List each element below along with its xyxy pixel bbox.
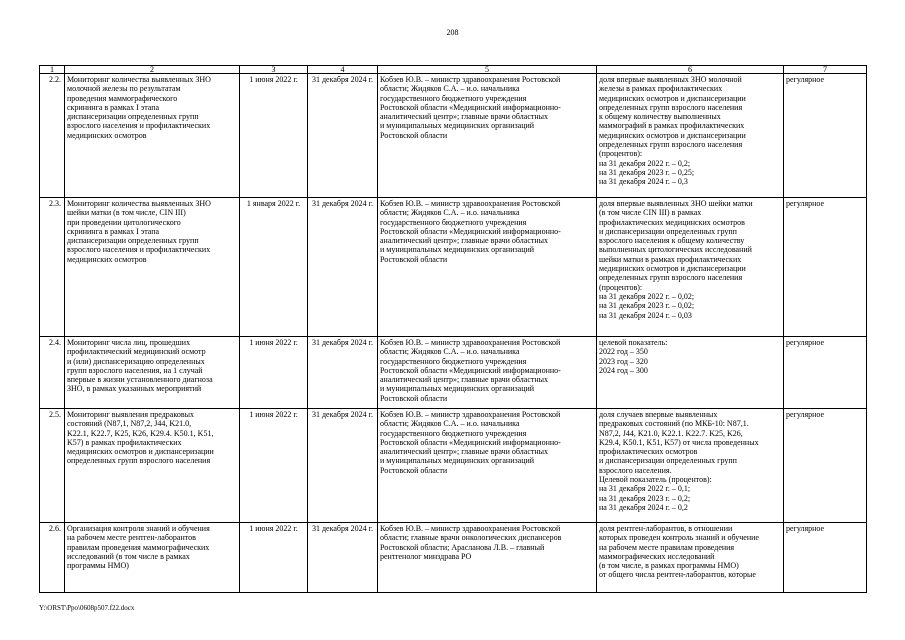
indicator-cell-line: на 31 декабря 2022 г. – 0,02;: [599, 291, 695, 301]
periodicity-cell: регулярное: [784, 409, 867, 523]
indicator-cell-line: на 31 декабря 2023 г. – 0,25;: [599, 167, 695, 177]
responsible-cell-line: государственного бюджетного учреждения: [380, 93, 527, 103]
file-path-footer: Y:\ORST\Ppo\0608p507.f22.docx: [39, 604, 135, 612]
table-row: [40, 198, 867, 337]
indicator-cell-line: определенных групп взрослого населения: [599, 273, 743, 283]
event-cell-line: медицинских осмотров и диспансеризации: [67, 447, 214, 457]
responsible-cell-line: Кобзев Ю.В. – министр здравоохранения Ростовской: [380, 410, 561, 419]
indicator-cell-line: на 31 декабря 2022 г. – 0,1;: [599, 484, 691, 494]
event-cell-line: проведения маммографического: [67, 93, 178, 103]
indicator-cell-line: на 31 декабря 2023 г. – 0,2;: [599, 493, 691, 503]
event-cell-line: впервые в жизни установленного диагноза: [67, 375, 213, 385]
indicator-cell-line: на 31 декабря 2023 г. – 0,02;: [599, 301, 695, 311]
event-cell-line: групп взрослого населения, на 1 случай: [67, 365, 203, 375]
periodicity-cell: регулярное: [784, 523, 867, 593]
indicator-cell-line: и диспансеризации определенных групп: [599, 456, 737, 466]
item-number-cell: 2.2.: [40, 74, 65, 198]
indicator-cell-line: определенных групп взрослого населения: [599, 102, 743, 112]
event-cell-line: Мониторинг выявления предраковых: [67, 410, 194, 419]
indicator-cell-line: (в том числе CIN III) в рамках: [599, 208, 702, 218]
event-cell-line: диспансеризации определенных групп: [67, 236, 199, 246]
responsible-cell-line: Ростовской области: [380, 130, 448, 140]
item-number-cell: 2.3.: [40, 198, 65, 337]
responsible-cell-line: Ростовской области: [380, 393, 448, 403]
indicator-cell-line: шейки матки в рамках профилактических: [599, 254, 742, 264]
event-cell-line: скрининга в рамках I этапа: [67, 102, 160, 112]
event-cell-line: Мониторинг количества выявленных ЗНО: [67, 75, 211, 84]
indicator-cell-line: от общего числа рентген-лаборантов, которые: [599, 570, 756, 580]
event-cell-line: Организация контроля знаний и обучения: [67, 524, 210, 533]
column-header: 1: [40, 66, 65, 74]
event-cell: [65, 74, 240, 198]
responsible-cell-line: Кобзев Ю.В. – министр здравоохранения Ростовской: [380, 75, 561, 84]
table-body: [40, 66, 867, 593]
indicator-cell-line: доля рентген-лаборантов, в отношении: [599, 524, 733, 533]
indicator-cell: [597, 409, 784, 523]
start-date-cell: 1 июня 2022 г.: [240, 523, 308, 593]
indicator-cell-line: на 31 декабря 2022 г. – 0,2;: [599, 158, 691, 168]
indicator-cell-line: к общему количеству выполненных: [599, 112, 721, 122]
indicator-cell-line: целевой показатель:: [599, 338, 668, 347]
indicator-cell-line: доля впервые выявленных ЗНО шейки матки: [599, 199, 753, 208]
event-cell-line: правилам проведения маммографических: [67, 542, 210, 552]
responsible-cell-line: и муниципальных медицинских организаций: [380, 245, 535, 255]
event-cell-line: молочной железы по результатам: [67, 84, 181, 94]
indicator-cell-line: 2023 год – 320: [599, 356, 648, 366]
event-cell: [65, 337, 240, 409]
table-row: [40, 409, 867, 523]
start-date-cell: 1 июня 2022 г.: [240, 409, 308, 523]
event-cell-line: K57) в рамках профилактических: [67, 437, 182, 447]
responsible-cell-line: и муниципальных медицинских организаций: [380, 384, 535, 394]
event-cell-line: исследований (в том числе в рамках: [67, 551, 190, 561]
start-date-cell: 1 июня 2022 г.: [240, 337, 308, 409]
end-date-cell: 31 декабря 2024 г.: [308, 337, 378, 409]
event-cell-line: взрослого населения и профилактических: [67, 245, 211, 255]
column-header: 3: [240, 66, 308, 74]
indicator-cell-line: (в том числе, в рамках программы НМО): [599, 561, 739, 571]
periodicity-cell: регулярное: [784, 337, 867, 409]
event-cell-line: и (или) диспансеризацию определенных: [67, 356, 205, 366]
table-row: [40, 523, 867, 593]
end-date-cell: 31 декабря 2024 г.: [308, 523, 378, 593]
event-cell-line: медицинских осмотров: [67, 130, 147, 140]
responsible-cell-line: аналитический центр»; главные врачи областных: [380, 447, 549, 457]
responsible-cell-line: Ростовской области; Арасланова Л.В. – главный: [380, 542, 545, 552]
indicator-cell-line: железы в рамках профилактических: [599, 84, 723, 94]
column-header: 6: [597, 66, 784, 74]
indicator-cell-line: на 31 декабря 2024 г. – 0,2: [599, 502, 688, 512]
indicator-cell: [597, 74, 784, 198]
responsible-cell-line: рентгенолог минздрава РО: [380, 551, 472, 561]
indicator-cell-line: 2022 год – 350: [599, 347, 648, 357]
responsible-cell-line: области; Жидяков С.А. – и.о. начальника: [380, 419, 520, 429]
start-date-cell: 1 января 2022 г.: [240, 198, 308, 337]
indicator-cell: [597, 198, 784, 337]
event-cell-line: при проведении цитологического: [67, 217, 181, 227]
event-cell: [65, 198, 240, 337]
indicator-cell-line: на рабочем месте правилам проведения: [599, 542, 735, 552]
indicator-cell-line: 2024 год – 300: [599, 365, 648, 375]
periodicity-cell: регулярное: [784, 198, 867, 337]
responsible-cell-line: Кобзев Ю.В. – министр здравоохранения Ростовской: [380, 338, 561, 347]
indicator-cell-line: выполненных цитологических исследований: [599, 245, 752, 255]
event-cell-line: на рабочем месте рентген-лаборантов: [67, 533, 196, 543]
indicator-cell-line: (процентов):: [599, 149, 643, 159]
table-row: [40, 337, 867, 409]
measures-table: [39, 65, 867, 593]
event-cell-line: ЗНО, в рамках указанных мероприятий: [67, 384, 202, 394]
column-header: 5: [378, 66, 597, 74]
responsible-cell-line: государственного бюджетного учреждения: [380, 428, 527, 438]
table-header-row: [40, 66, 867, 74]
indicator-cell-line: Целевой показатель (процентов):: [599, 475, 712, 485]
item-number-cell: 2.6.: [40, 523, 65, 593]
indicator-cell-line: маммографических исследований: [599, 551, 715, 561]
responsible-cell-line: государственного бюджетного учреждения: [380, 217, 527, 227]
responsible-cell-line: аналитический центр»; главные врачи областных: [380, 236, 549, 246]
end-date-cell: 31 декабря 2024 г.: [308, 409, 378, 523]
responsible-cell-line: Ростовской области «Медицинский информационно-: [380, 365, 561, 375]
indicator-cell-line: взрослого населения.: [599, 465, 672, 475]
indicator-cell-line: которых проведен контроль знаний и обучение: [599, 533, 759, 543]
event-cell-line: скрининга в рамках I этапа: [67, 226, 160, 236]
responsible-cell-line: государственного бюджетного учреждения: [380, 356, 527, 366]
responsible-cell-line: и муниципальных медицинских организаций: [380, 456, 535, 466]
indicator-cell-line: (процентов):: [599, 282, 643, 292]
end-date-cell: 31 декабря 2024 г.: [308, 198, 378, 337]
responsible-cell-line: Ростовской области «Медицинский информационно-: [380, 437, 561, 447]
event-cell-line: взрослого населения и профилактических: [67, 121, 211, 131]
responsible-cell-line: Ростовской области: [380, 254, 448, 264]
start-date-cell: 1 июня 2022 г.: [240, 74, 308, 198]
indicator-cell-line: предраковых состояний (по МКБ-10: N87,1.: [599, 419, 749, 429]
event-cell: [65, 409, 240, 523]
event-cell-line: Мониторинг числа лиц, прошедших: [67, 338, 191, 347]
event-cell: [65, 523, 240, 593]
event-cell-line: медицинских осмотров: [67, 254, 147, 264]
item-number-cell: 2.5.: [40, 409, 65, 523]
responsible-cell-line: области; Жидяков С.А. – и.о. начальника: [380, 347, 520, 357]
indicator-cell-line: медицинских осмотров и диспансеризации: [599, 264, 746, 274]
indicator-cell-line: и диспансеризации определенных групп: [599, 226, 737, 236]
indicator-cell-line: медицинских осмотров и диспансеризации: [599, 93, 746, 103]
responsible-cell-line: области; главные врачи онкологических диспансеров: [380, 533, 562, 543]
responsible-cell-line: области; Жидяков С.А. – и.о. начальника: [380, 84, 520, 94]
indicator-cell-line: профилактических медицинских осмотров: [599, 217, 745, 227]
responsible-cell: [378, 198, 597, 337]
indicator-cell-line: определенных групп взрослого населения: [599, 140, 743, 150]
event-cell-line: диспансеризации определенных групп: [67, 112, 199, 122]
responsible-cell-line: Ростовской области «Медицинский информационно-: [380, 226, 561, 236]
responsible-cell-line: и муниципальных медицинских организаций: [380, 121, 535, 131]
responsible-cell: [378, 74, 597, 198]
column-header: 2: [65, 66, 240, 74]
responsible-cell-line: аналитический центр»; главные врачи областных: [380, 375, 549, 385]
indicator-cell-line: K29.4, K50.1, K51, K57) от числа проведенных: [599, 437, 759, 447]
event-cell-line: определенных групп взрослого населения: [67, 456, 211, 466]
event-cell-line: программы НМО): [67, 561, 129, 571]
table-row: [40, 74, 867, 198]
item-number-cell: 2.4.: [40, 337, 65, 409]
responsible-cell-line: Ростовской области «Медицинский информационно-: [380, 102, 561, 112]
responsible-cell-line: Кобзев Ю.В. – министр здравоохранения Ростовской: [380, 199, 561, 208]
indicator-cell: [597, 337, 784, 409]
event-cell-line: K22.1, K22.7, K25, K26, K29.4. K50.1, K51,: [67, 428, 214, 438]
event-cell-line: Мониторинг количества выявленных ЗНО: [67, 199, 211, 208]
responsible-cell: [378, 523, 597, 593]
responsible-cell-line: Кобзев Ю.В. – министр здравоохранения Ростовской: [380, 524, 561, 533]
indicator-cell-line: на 31 декабря 2024 г. – 0,3: [599, 177, 688, 187]
indicator-cell-line: медицинских осмотров и диспансеризации: [599, 130, 746, 140]
responsible-cell: [378, 409, 597, 523]
column-header: 7: [784, 66, 867, 74]
responsible-cell-line: аналитический центр»; главные врачи областных: [380, 112, 549, 122]
responsible-cell: [378, 337, 597, 409]
responsible-cell-line: Ростовской области: [380, 465, 448, 475]
periodicity-cell: регулярное: [784, 74, 867, 198]
indicator-cell-line: доля случаев впервые выявленных: [599, 410, 718, 419]
indicator-cell-line: доля впервые выявленных ЗНО молочной: [599, 75, 742, 84]
page-number: 208: [446, 28, 459, 37]
indicator-cell: [597, 523, 784, 593]
indicator-cell-line: взрослого населения к общему количеству: [599, 236, 745, 246]
event-cell-line: состояний (N87,1, N87,2, J44, K21.0,: [67, 419, 192, 429]
indicator-cell-line: N87,2, J44, K21.0, K22.1. K22.7. K25, K26,: [599, 428, 743, 438]
event-cell-line: профилактический медицинский осмотр: [67, 347, 206, 357]
end-date-cell: 31 декабря 2024 г.: [308, 74, 378, 198]
column-header: 4: [308, 66, 378, 74]
indicator-cell-line: на 31 декабря 2024 г. – 0,03: [599, 310, 692, 320]
indicator-cell-line: маммографий в рамках профилактических: [599, 121, 745, 131]
responsible-cell-line: области; Жидяков С.А. – и.о. начальника: [380, 208, 520, 218]
indicator-cell-line: профилактических осмотров: [599, 447, 698, 457]
event-cell-line: шейки матки (в том числе, CIN III): [67, 208, 186, 218]
